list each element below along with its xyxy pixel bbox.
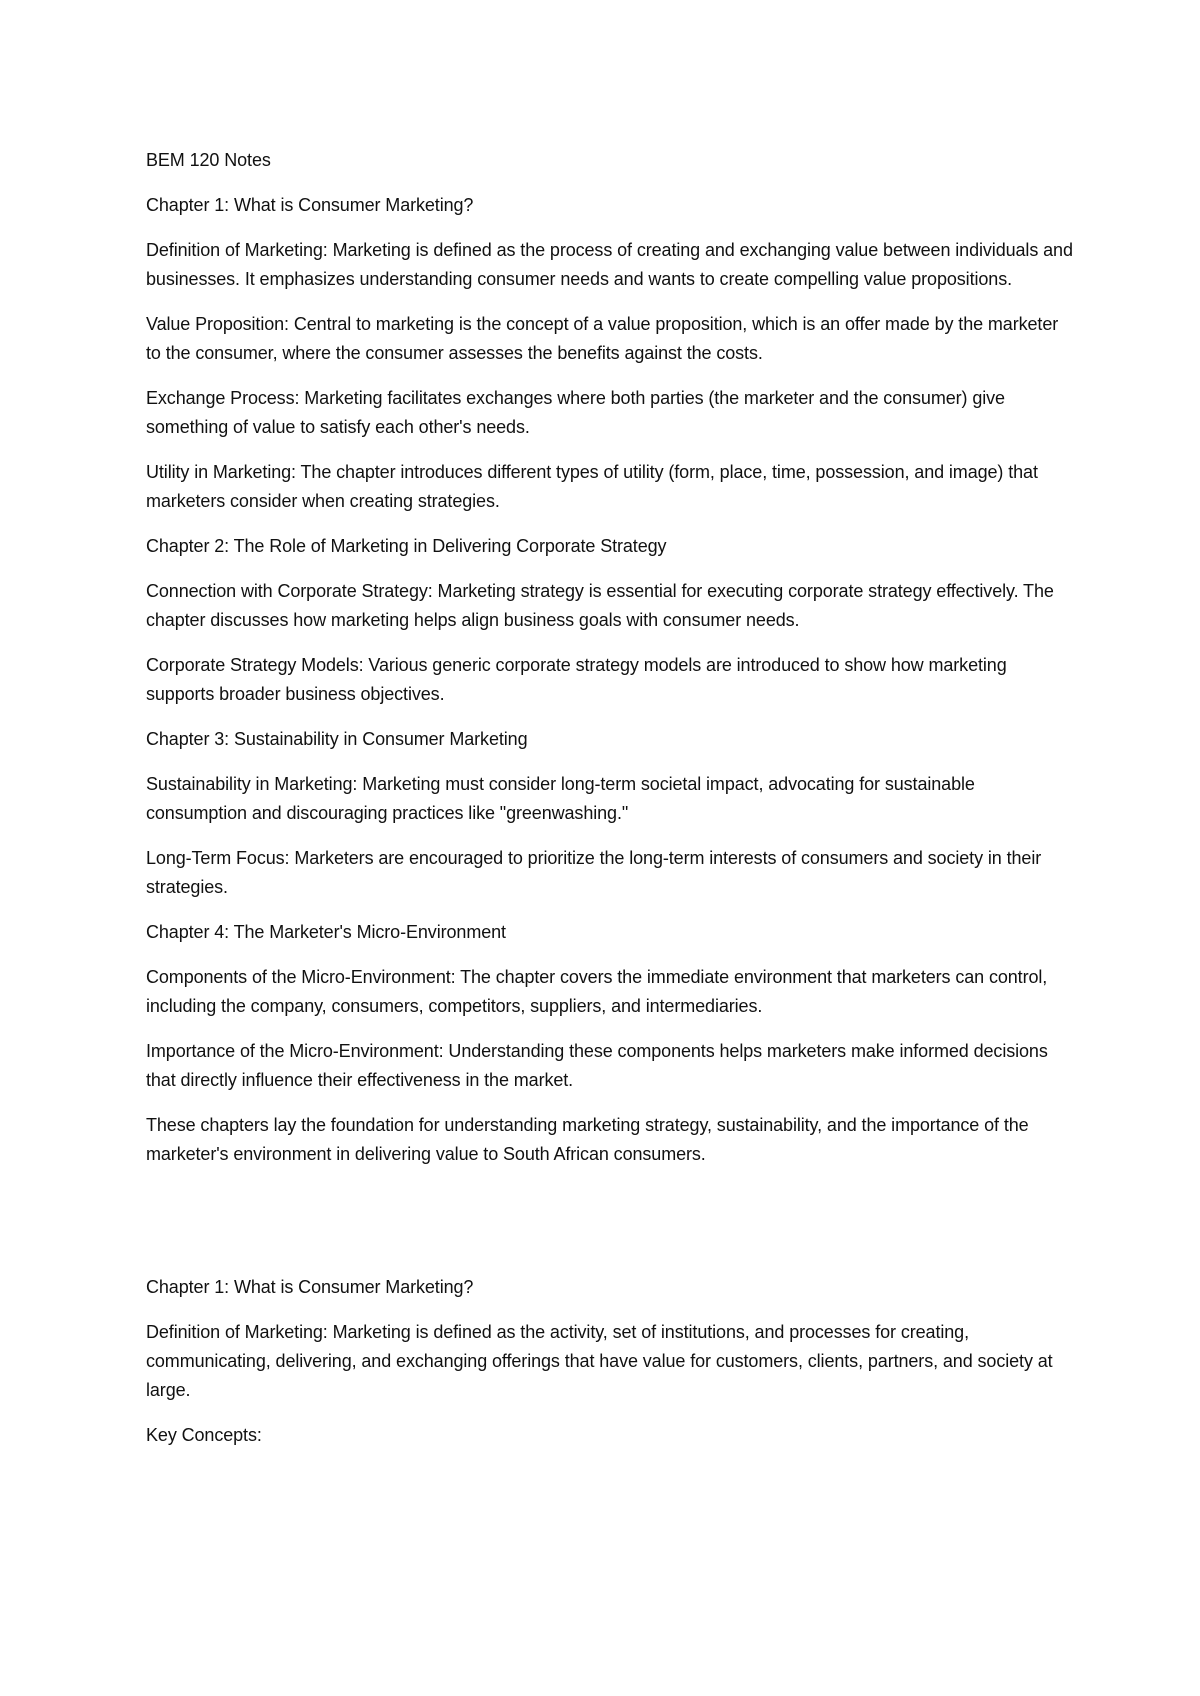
paragraph-definition-of-marketing: Definition of Marketing: Marketing is defined as the process of creating and exchanging value between individuals and businesses. It emphasizes understanding consumer needs and wants to create compelling value propositions. — [146, 240, 1073, 289]
paragraph-summary: These chapters lay the foundation for understanding marketing strategy, sustainability, and the importance of the marketer's environment in delivering value to South African consumers. — [146, 1115, 1029, 1164]
paragraph-connection-corporate-strategy: Connection with Corporate Strategy: Marketing strategy is essential for executing corporate strategy effectively. The chapter discusses how marketing helps align business goals with consumer needs. — [146, 581, 1054, 630]
paragraph-exchange-process: Exchange Process: Marketing facilitates exchanges where both parties (the marketer and the consumer) give something of value to satisfy each other's needs. — [146, 388, 1005, 437]
key-concepts-heading: Key Concepts: — [146, 1425, 262, 1445]
paragraph-sustainability-in-marketing: Sustainability in Marketing: Marketing must consider long-term societal impact, advocating for sustainable consumption and discouraging practices like "greenwashing." — [146, 774, 975, 823]
chapter-2-heading: Chapter 2: The Role of Marketing in Delivering Corporate Strategy — [146, 536, 667, 556]
chapter-1-heading-repeat: Chapter 1: What is Consumer Marketing? — [146, 1277, 474, 1297]
document-title: BEM 120 Notes — [146, 150, 271, 170]
blank-space — [146, 1185, 1076, 1273]
paragraph-value-proposition: Value Proposition: Central to marketing is the concept of a value proposition, which is an offer made by the marketer to the consumer, where the consumer assesses the benefits against the costs. — [146, 314, 1059, 363]
document-body — [146, 146, 1076, 1466]
paragraph-corporate-strategy-models: Corporate Strategy Models: Various generic corporate strategy models are introduced to show how marketing supports broader business objectives. — [146, 655, 1007, 704]
paragraph-long-term-focus: Long-Term Focus: Marketers are encouraged to prioritize the long-term interests of consumers and society in their strategies. — [146, 848, 1042, 897]
paragraph-utility-in-marketing: Utility in Marketing: The chapter introduces different types of utility (form, place, time, possession, and image) that marketers consider when creating strategies. — [146, 462, 1038, 511]
chapter-1-heading: Chapter 1: What is Consumer Marketing? — [146, 195, 474, 215]
paragraph-components-micro-environment: Components of the Micro-Environment: The chapter covers the immediate environment that marketers can control, including the company, consumers, competitors, suppliers, and intermediaries. — [146, 967, 1048, 1016]
paragraph-importance-micro-environment: Importance of the Micro-Environment: Understanding these components helps marketers make informed decisions that directly influence their effectiveness in the market. — [146, 1041, 1048, 1090]
paragraph-definition-of-marketing-2: Definition of Marketing: Marketing is defined as the activity, set of institutions, and processes for creating, communicating, delivering, and exchanging offerings that have value for customers, clients, partners, and society at large. — [146, 1322, 1053, 1400]
chapter-3-heading: Chapter 3: Sustainability in Consumer Marketing — [146, 729, 528, 749]
chapter-4-heading: Chapter 4: The Marketer's Micro-Environment — [146, 922, 506, 942]
